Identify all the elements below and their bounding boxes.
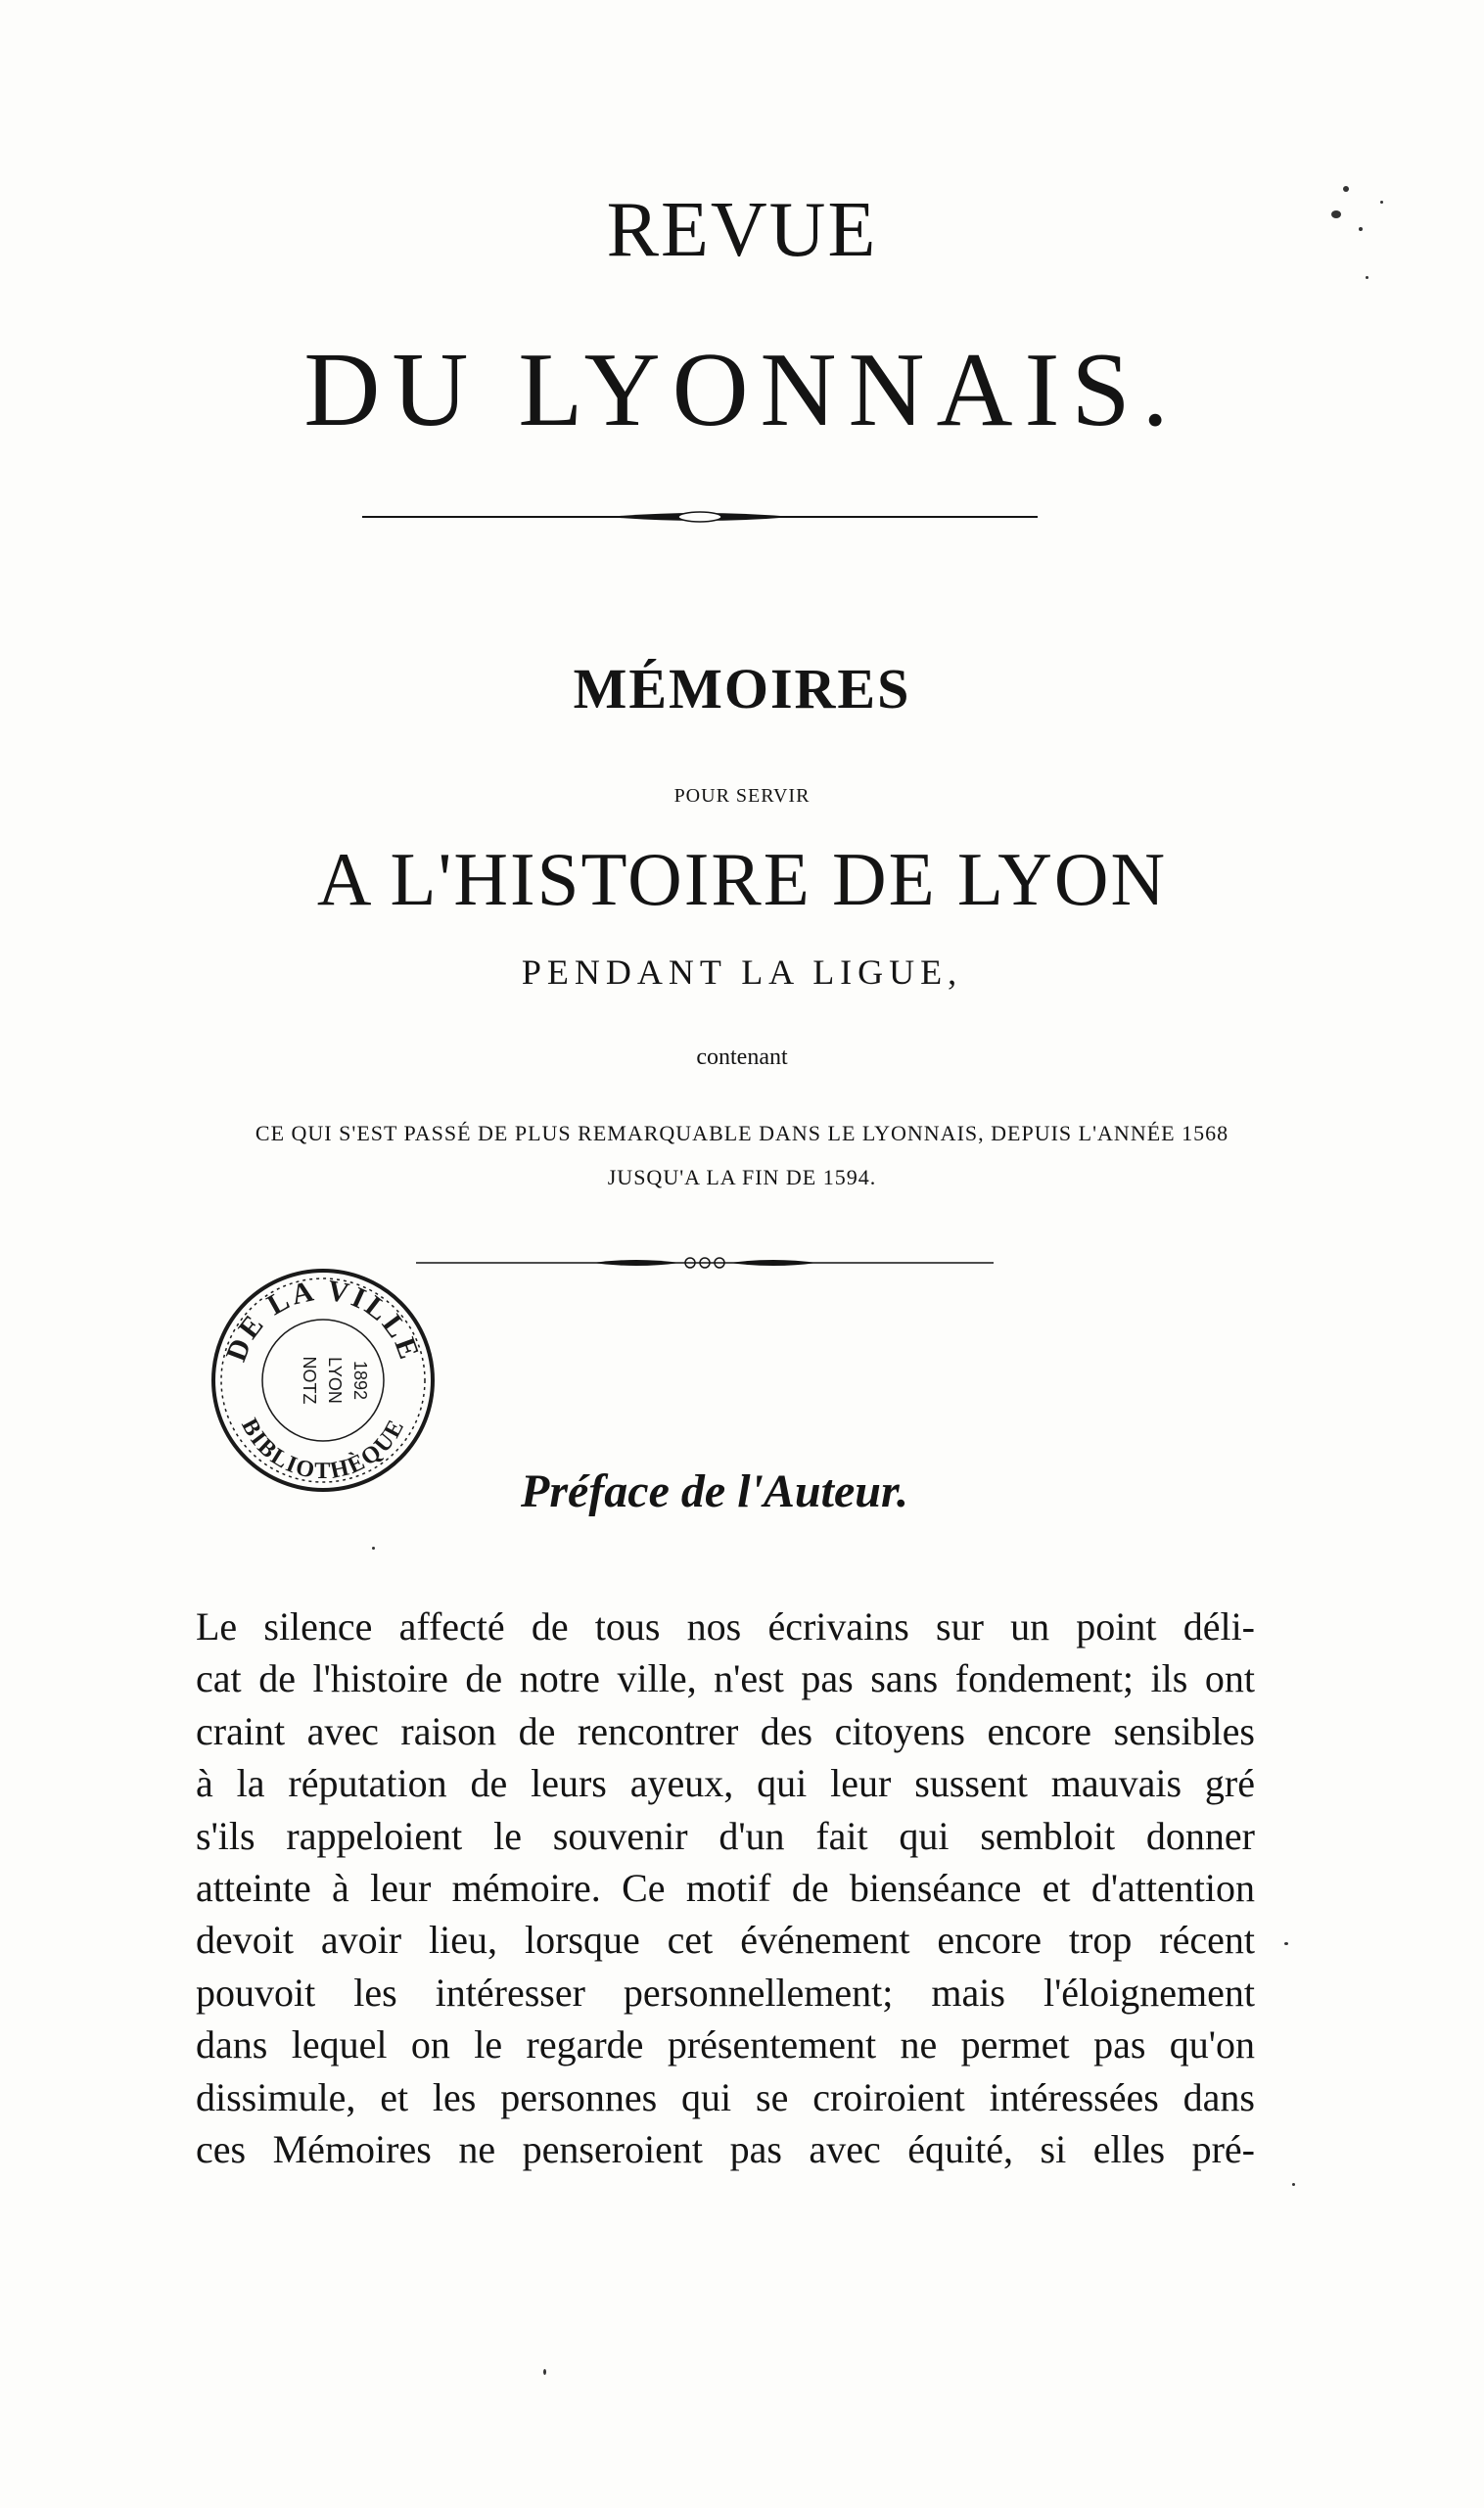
preface-line: atteinte à leur mémoire. Ce motif de bienséance et d'attention [196, 1865, 1255, 1910]
ornamental-rule-top [362, 509, 1038, 525]
memoir-description-line-2: JUSQU'A LA FIN DE 1594. [607, 1165, 877, 1189]
preface-line: dissimule, et les personnes qui se croiroient intéressées dans [196, 2074, 1255, 2119]
speck [1343, 186, 1349, 192]
preface-line: dans lequel on le regarde présentement ne permet pas qu'on [196, 2022, 1255, 2067]
memoir-description [0, 1111, 1484, 1199]
speck [1331, 210, 1341, 218]
memoir-subject: A L'HISTOIRE DE LYON [316, 837, 1168, 921]
stamp-center-left: NOTZ [300, 1356, 319, 1405]
stamp-top-text: DE LA VILLE [219, 1274, 427, 1367]
memoir-contenant: contenant [696, 1045, 788, 1070]
stamp-center-mid: LYON [325, 1357, 345, 1404]
memoir-title: MÉMOIRES [573, 657, 911, 720]
preface-line: pouvoit les intéresser personnellement; mais l'éloignement [196, 1970, 1255, 2015]
stamp-bottom-text: BIBLIOTHÈQUE [236, 1414, 410, 1485]
preface-body [196, 1601, 1255, 2175]
speck [1284, 1942, 1288, 1945]
preface-line: craint avec raison de rencontrer des citoyens encore sensibles [196, 1708, 1255, 1753]
speck [372, 1547, 375, 1550]
memoir-description-line-1: CE QUI S'EST PASSÉ DE PLUS REMARQUABLE DANS LE LYONNAIS, DEPUIS L'ANNÉE 1568 [255, 1121, 1229, 1145]
library-stamp [206, 1263, 441, 1498]
preface-line: à la réputation de leurs ayeux, qui leur sussent mauvais gré [196, 1761, 1255, 1806]
speck [1359, 227, 1363, 231]
preface-line: s'ils rappeloient le souvenir d'un fait qui sembloit donner [196, 1813, 1255, 1858]
preface-line: devoit avoir lieu, lorsque cet événement encore trop récent [196, 1918, 1255, 1963]
memoir-pour-servir: POUR SERVIR [673, 785, 811, 807]
memoir-period: PENDANT LA LIGUE, [521, 952, 963, 992]
speck [543, 2369, 546, 2375]
ornamental-rule-bottom [416, 1255, 994, 1271]
preface-line: ces Mémoires ne penseroient pas avec équité, si elles pré- [196, 2126, 1255, 2171]
stamp-center-right: 1892 [350, 1360, 370, 1401]
journal-title-line-1: REVUE [606, 187, 878, 273]
speck [1366, 276, 1368, 279]
speck [1292, 2183, 1295, 2186]
speck [1380, 201, 1383, 204]
preface-line: Le silence affecté de tous nos écrivains sur un point déli- [196, 1604, 1255, 1649]
journal-title-line-2: DU LYONNAIS. [303, 332, 1181, 448]
preface-line: cat de l'histoire de notre ville, n'est pas sans fondement; ils ont [196, 1656, 1255, 1701]
preface-heading: Préface de l'Auteur. [521, 1465, 908, 1517]
